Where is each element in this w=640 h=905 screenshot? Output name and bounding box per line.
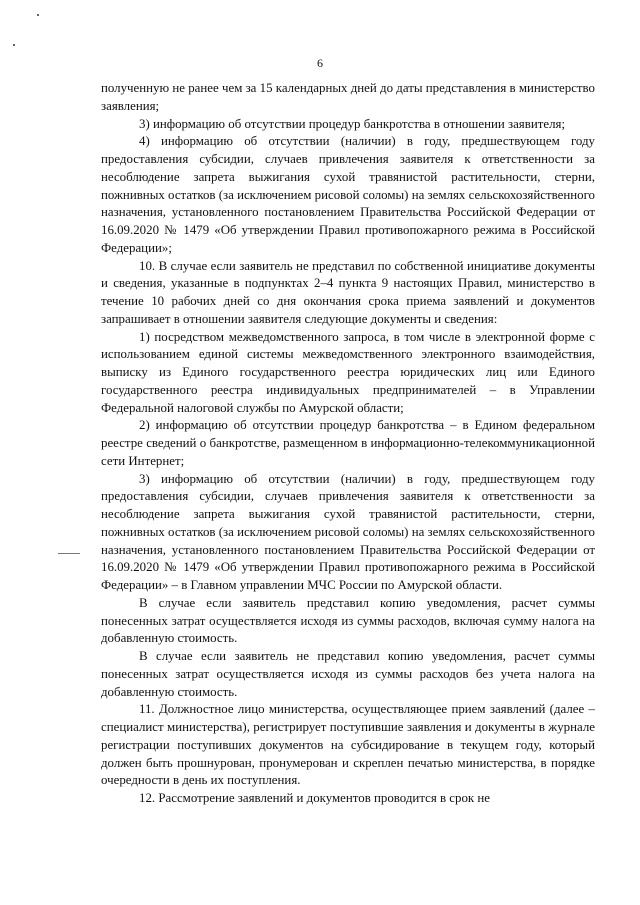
list-item-4: 4) информацию об отсутствии (наличии) в году, предшествующем году предоставления субсидии, случаев привлечения заявителя к ответственности за несоблюдение запрета выжигания сухой травянистой растительности, стерни, пожнивных остатков (за исключением рисовой соломы) на землях сельскохозяйственного назначения, установленного постановлением Правительства Российской Федерации от 16.09.2020 № 1479 «Об утверждении Правил противопожарного режима в Российской Федерации»; <box>101 134 595 255</box>
clause-10: 10. В случае если заявитель не представил по собственной инициативе документы и сведения, указанные в подпунктах 2–4 пункта 9 настоящих Правил, министерство в течение 10 рабочих дней со дня окончания срока приема заявлений и документов запрашивает в отношении заявителя следующие документы и сведения: <box>101 258 595 326</box>
clause-10-item-3: 3) информацию об отсутствии (наличии) в году, предшествующем году предоставления субсидии, случаев привлечения заявителя к ответственности за несоблюдение запрета выжигания сухой травянистой растительности, стерни, пожнивных остатков (за исключением рисовой соломы) на землях сельскохозяйственного назначения, установленного постановлением Правительства Российской Федерации от 16.09.2020 № 1479 «Об утверждении Правил противопожарного режима в Российской Федерации» – в Главном управлении МЧС России по Амурской области. <box>101 471 595 592</box>
paragraph-continuation: полученную не ранее чем за 15 календарных дней до даты представления в министерство заявления; <box>101 81 595 113</box>
page-number: 6 <box>317 56 323 70</box>
paragraph-vat-excluded: В случае если заявитель не представил копию уведомления, расчет суммы понесенных затрат осуществляется исходя из суммы расходов без учета налога на добавленную стоимость. <box>101 649 595 699</box>
scan-artifact <box>58 553 80 554</box>
clause-10-item-2: 2) информацию об отсутствии процедур банкротства – в Едином федеральном реестре сведений о банкротстве, размещенном в информационно-телекоммуникационной сети Интернет; <box>101 418 595 468</box>
scan-speck <box>37 14 39 16</box>
paragraph-vat-included: В случае если заявитель представил копию уведомления, расчет суммы понесенных затрат осуществляется исходя из суммы расходов, включая сумму налога на добавленную стоимость. <box>101 595 595 646</box>
clause-10-item-1: 1) посредством межведомственного запроса, в том числе в электронной форме с использованием единой системы межведомственного электронного взаимодействия, выписку из Единого государственного реестра юридических лиц или Единого государственного реестра индивидуальных предпринимателей – в Управлении Федеральной налоговой службы по Амурской области; <box>101 329 595 415</box>
clause-11: 11. Должностное лицо министерства, осуществляющее прием заявлений (далее – специалист министерства), регистрирует поступившие заявления и документы в журнале регистрации поступивших документов на субсидирование в текущем году, который должен быть прошнурован, пронумерован и скреплен печатью министерства, в порядке очередности в день их поступления. <box>101 702 595 788</box>
scan-speck <box>13 44 15 46</box>
clause-12: 12. Рассмотрение заявлений и документов проводится в срок не <box>139 791 491 805</box>
list-item-3: 3) информацию об отсутствии процедур банкротства в отношении заявителя; <box>139 116 566 131</box>
document-body <box>101 80 595 808</box>
